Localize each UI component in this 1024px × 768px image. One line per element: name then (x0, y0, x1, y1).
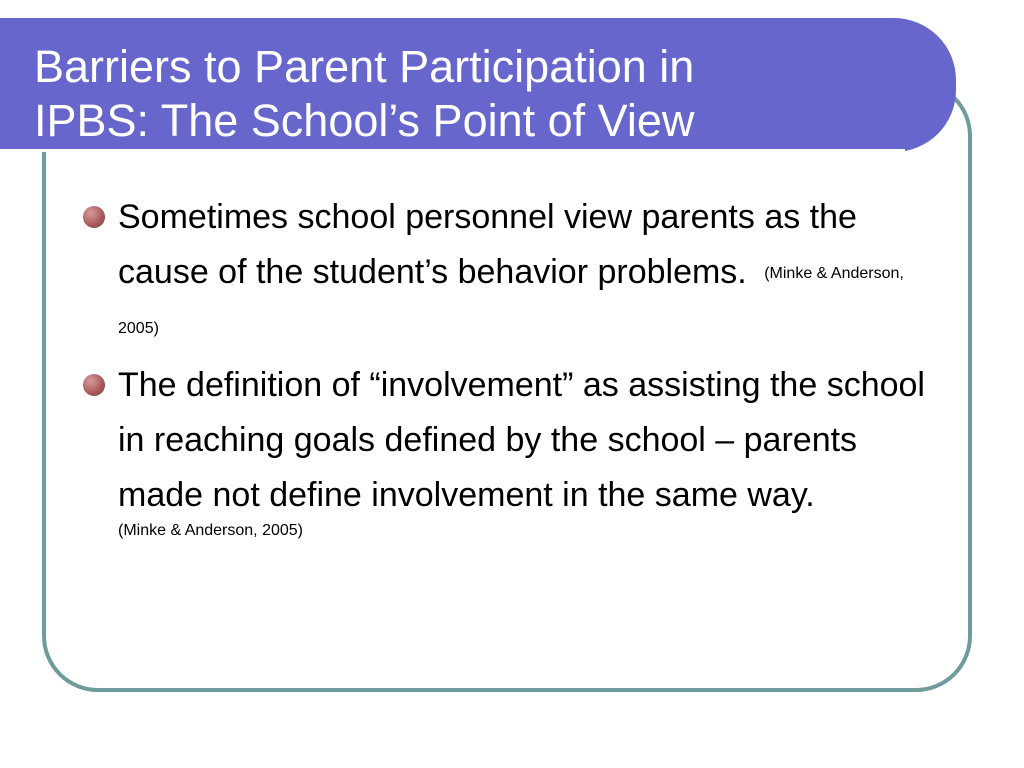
title-underline (0, 149, 905, 152)
slide-title-line-1: Barriers to Parent Participation in (34, 41, 695, 92)
bullet-item (82, 358, 932, 541)
round-bullet-icon (83, 374, 105, 396)
bullet-text: The definition of “involvement” as assisting the school in reaching goals defined by the school – parents made not define involvement in the same way. (118, 366, 925, 514)
bullet-text: Sometimes school personnel view parents as the cause of the student’s behavior problems. (118, 198, 857, 291)
bullet-item (82, 190, 932, 355)
slide-title-line-2: IPBS: The School’s Point of View (34, 95, 695, 146)
round-bullet-icon (83, 206, 105, 228)
citation: (Minke & Anderson, 2005) (118, 265, 904, 338)
title-bar (0, 18, 956, 152)
bullet-list (82, 190, 932, 544)
citation: (Minke & Anderson, 2005) (118, 522, 303, 539)
slide-title (34, 40, 694, 148)
